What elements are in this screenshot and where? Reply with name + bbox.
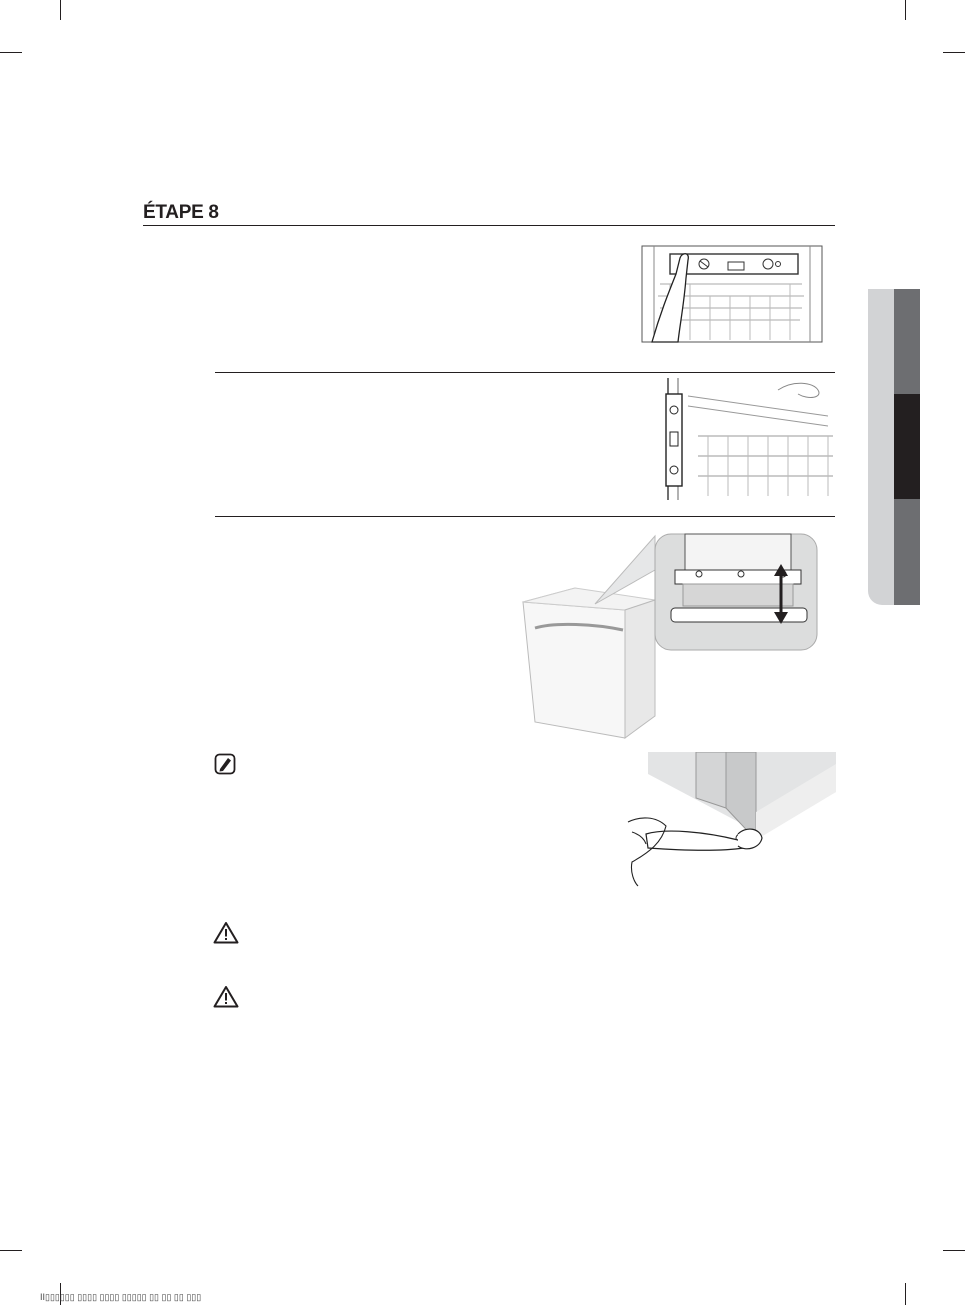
section-rule (215, 516, 835, 517)
crop-mark (905, 1283, 906, 1305)
dishwasher-door-gap-detail-figure (515, 530, 820, 740)
heading-rule (143, 225, 835, 226)
crop-mark (943, 1250, 965, 1251)
section-rule (215, 372, 835, 373)
level-on-upper-rack-front-figure (640, 244, 824, 344)
crop-mark (905, 0, 906, 20)
crop-mark (0, 1250, 22, 1251)
caution-triangle-icon (213, 921, 239, 944)
side-tab-lower (894, 499, 920, 605)
printer-footer-strip: II▯▯▯▯▯▯ ▯▯▯▯ ▯▯▯▯ ▯▯▯▯▯ ▯▯ ▯▯ ▯▯ ▯▯▯ (40, 1292, 202, 1302)
side-tab-upper (894, 289, 920, 394)
side-tab-light (868, 289, 894, 605)
note-pencil-icon (214, 753, 236, 775)
level-on-rack-side-figure (658, 376, 838, 504)
crop-mark (60, 0, 61, 20)
side-tab-active (894, 394, 920, 499)
step-heading: ÉTAPE 8 (143, 202, 219, 223)
crop-mark (0, 52, 22, 53)
caution-triangle-icon (213, 985, 239, 1008)
crop-mark (943, 52, 965, 53)
wrench-adjusting-leveling-leg-figure (626, 752, 836, 887)
